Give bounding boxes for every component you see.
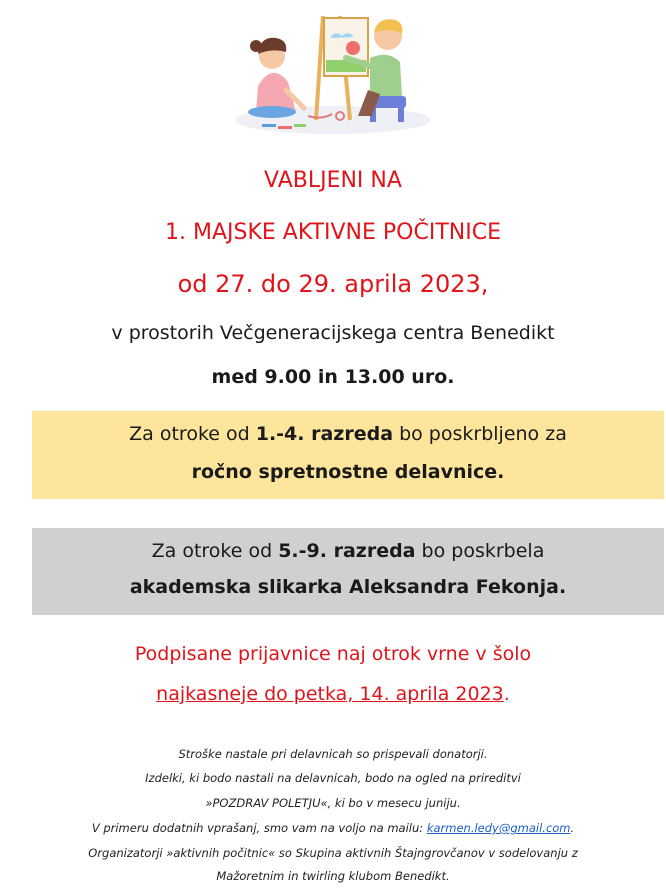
footer-exhibition: Izdelki, ki bodo nastali na delavnicah, bodo na ogled na prireditvi xyxy=(145,771,521,785)
grade-range: 5.-9. razreda xyxy=(278,540,416,562)
footer-contact: V primeru dodatnih vprašanj, smo vam na voljo na mailu: karmen.ledy@gmail.com. xyxy=(91,821,575,835)
deadline-text: Podpisane prijavnice naj otrok vrne v šolo xyxy=(134,643,532,665)
footer-organizers: Organizatorji »aktivnih počitnic« so Skupina aktivnih Štajngrovčanov v sodelovanju z xyxy=(88,846,578,860)
info-box-activity: akademska slikarka Aleksandra Fekonja. xyxy=(129,576,567,598)
email-link[interactable]: karmen.ledy@gmail.com xyxy=(426,821,571,835)
children-painting-illustration xyxy=(228,8,438,138)
grade-range: 1.-4. razreda xyxy=(255,423,394,445)
footer-donors: Stroške nastale pri delavnicah so prispevali donatorji. xyxy=(178,747,488,761)
location-text: v prostorih Večgeneracijskega centra Benedikt xyxy=(111,322,555,344)
info-box-line: Za otroke od 5.-9. razreda bo poskrbela xyxy=(151,540,545,562)
title-invitation: VABLJENI NA xyxy=(264,168,402,193)
time-text: med 9.00 in 13.00 uro. xyxy=(211,366,455,388)
info-box-line: Za otroke od 1.-4. razreda bo poskrbljeno za xyxy=(129,423,567,445)
footer-event: »POZDRAV POLETJU«, ki bo v mesecu juniju. xyxy=(205,796,461,810)
deadline-date: najkasneje do petka, 14. aprila 2023. xyxy=(156,683,510,705)
info-box-activity: ročno spretnostne delavnice. xyxy=(191,461,505,483)
title-dates: od 27. do 29. aprila 2023, xyxy=(177,270,489,298)
info-box-grades-5-9 xyxy=(32,528,664,615)
title-event-name: 1. MAJSKE AKTIVNE POČITNICE xyxy=(165,220,501,245)
footer-club: Mažoretnim in twirling klubom Benedikt. xyxy=(216,869,450,883)
info-box-grades-1-4 xyxy=(32,411,664,499)
